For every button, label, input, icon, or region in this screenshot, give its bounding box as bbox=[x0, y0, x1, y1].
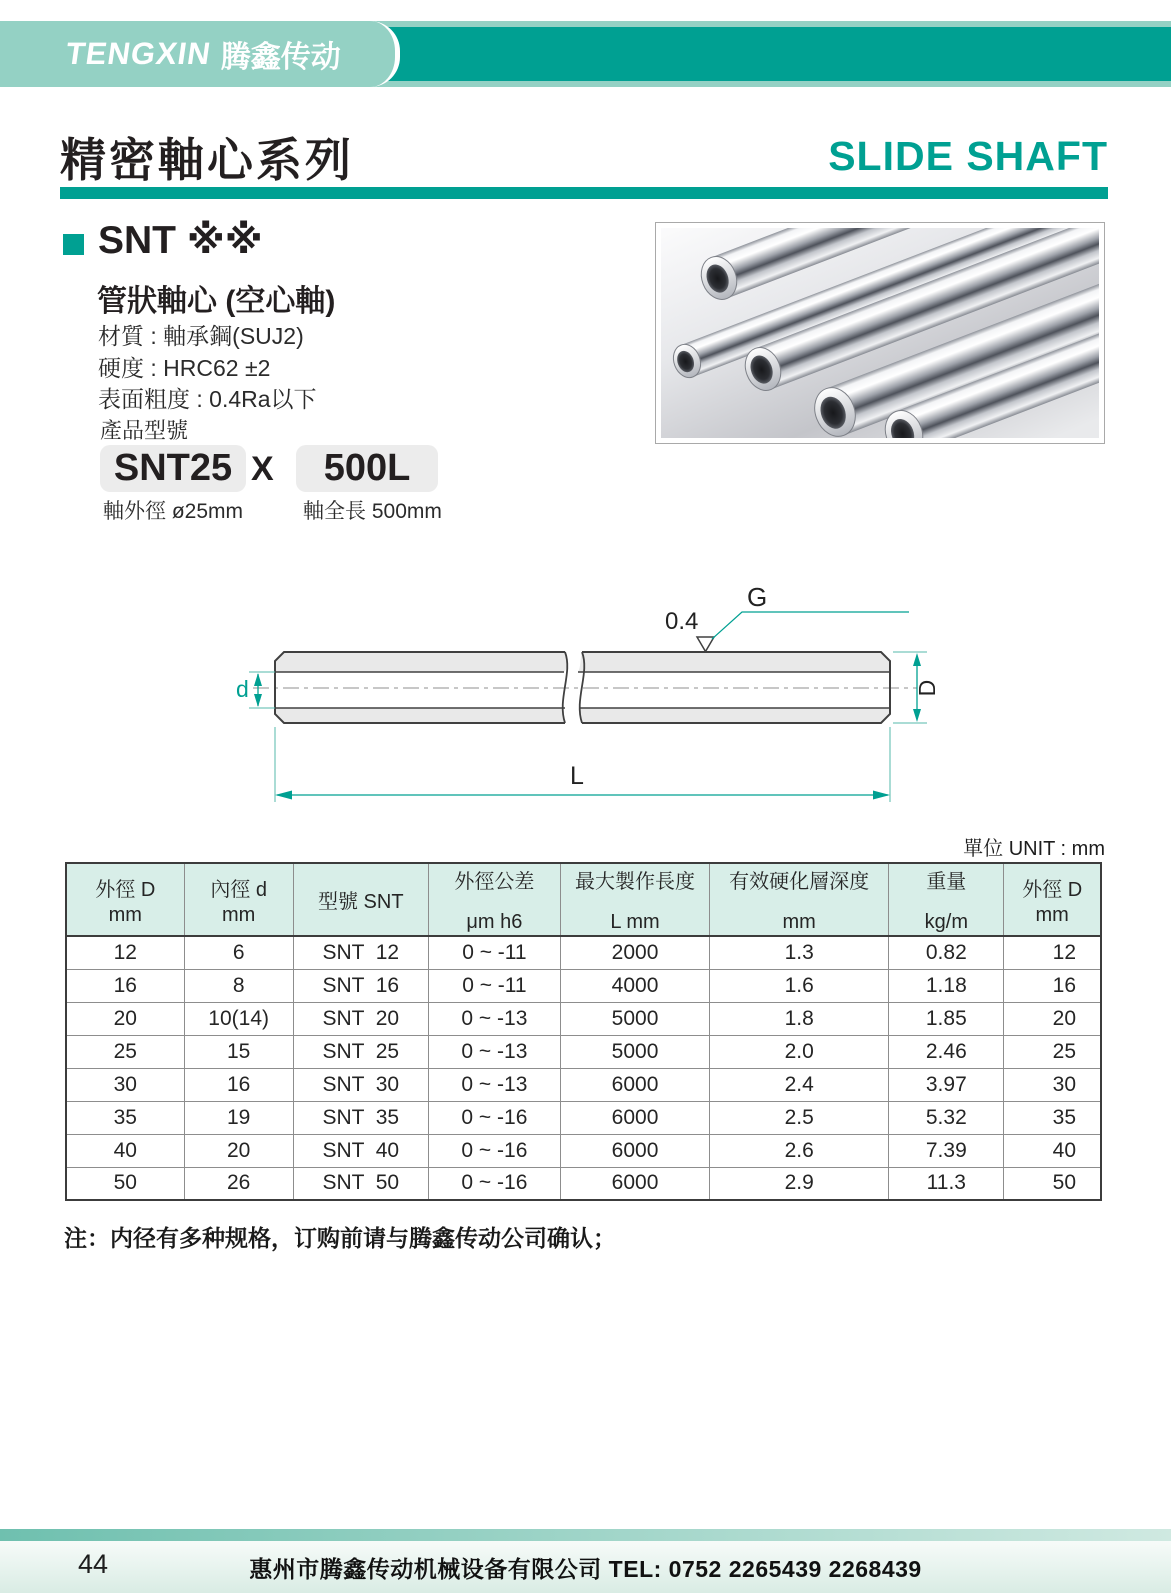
spec-table-header-col5: 最大製作長度 L mm bbox=[560, 863, 709, 936]
shaft-technical-drawing bbox=[225, 555, 965, 815]
table-cell: 40 bbox=[66, 1134, 184, 1167]
table-row bbox=[66, 1167, 1101, 1200]
table-row bbox=[66, 1002, 1101, 1035]
spec-table-header-col8: 外徑 D mm bbox=[1004, 863, 1101, 936]
table-row bbox=[66, 1101, 1101, 1134]
spec-table-header-col2: 內徑 d mm bbox=[184, 863, 293, 936]
page-number: 44 bbox=[78, 1549, 109, 1579]
table-cell: 25 bbox=[1004, 1035, 1101, 1068]
table-cell: 6000 bbox=[560, 1134, 709, 1167]
table-cell: SNT 25 bbox=[293, 1035, 428, 1068]
table-cell: 2.4 bbox=[710, 1068, 889, 1101]
dim-label-L: L bbox=[570, 762, 584, 790]
product-model-title: SNT ※※ bbox=[98, 219, 263, 262]
table-cell: 20 bbox=[184, 1134, 293, 1167]
table-cell: 15 bbox=[184, 1035, 293, 1068]
table-cell: 2.0 bbox=[710, 1035, 889, 1068]
table-cell: SNT 50 bbox=[293, 1167, 428, 1200]
table-cell: 1.3 bbox=[710, 936, 889, 969]
order-code-note-diameter: 軸外徑 ø25mm bbox=[103, 500, 244, 523]
table-cell: 26 bbox=[184, 1167, 293, 1200]
table-cell: 6000 bbox=[560, 1068, 709, 1101]
table-cell: 50 bbox=[1004, 1167, 1101, 1200]
table-cell: SNT 20 bbox=[293, 1002, 428, 1035]
table-row bbox=[66, 969, 1101, 1002]
table-row bbox=[66, 1134, 1101, 1167]
table-cell: SNT 30 bbox=[293, 1068, 428, 1101]
table-cell: 2.5 bbox=[710, 1101, 889, 1134]
table-cell: 0 ~ -11 bbox=[428, 969, 560, 1002]
table-cell: 6000 bbox=[560, 1101, 709, 1134]
page-title: 精密軸心系列 bbox=[60, 134, 354, 186]
dim-label-d: d bbox=[236, 676, 249, 702]
table-cell: 1.8 bbox=[710, 1002, 889, 1035]
table-cell: SNT 12 bbox=[293, 936, 428, 969]
table-cell: 5000 bbox=[560, 1002, 709, 1035]
spec-material: 材質 : 軸承鋼(SUJ2) bbox=[98, 323, 304, 349]
table-cell: 19 bbox=[184, 1101, 293, 1134]
table-cell: 5.32 bbox=[889, 1101, 1004, 1134]
table-cell: 8 bbox=[184, 969, 293, 1002]
table-cell: 25 bbox=[66, 1035, 184, 1068]
table-cell: 20 bbox=[1004, 1002, 1101, 1035]
product-name: 管狀軸心 (空心軸) bbox=[97, 285, 336, 318]
table-cell: 12 bbox=[1004, 936, 1101, 969]
table-cell: 2.6 bbox=[710, 1134, 889, 1167]
table-cell: 5000 bbox=[560, 1035, 709, 1068]
company-contact-line: 惠州市腾鑫传动机械设备有限公司 TEL: 0752 2265439 2268439 bbox=[249, 1556, 922, 1582]
table-cell: 0.82 bbox=[889, 936, 1004, 969]
spec-table-header-col1: 外徑 D mm bbox=[66, 863, 184, 936]
table-cell: 2.46 bbox=[889, 1035, 1004, 1068]
table-cell: 0 ~ -13 bbox=[428, 1068, 560, 1101]
table-cell: 2.9 bbox=[710, 1167, 889, 1200]
spec-roughness: 表面粗度 : 0.4Ra以下 bbox=[98, 386, 317, 412]
table-cell: 10(14) bbox=[184, 1002, 293, 1035]
table-footnote: 注：内径有多种规格，订购前请与腾鑫传动公司确认； bbox=[64, 1225, 616, 1251]
table-cell: 0 ~ -16 bbox=[428, 1167, 560, 1200]
spec-table-head bbox=[66, 863, 1101, 936]
page-title-english: SLIDE SHAFT bbox=[828, 133, 1108, 179]
footer-strip bbox=[0, 1529, 1171, 1541]
table-cell: 0 ~ -11 bbox=[428, 936, 560, 969]
roughness-value: 0.4 bbox=[665, 608, 699, 635]
table-cell: 20 bbox=[66, 1002, 184, 1035]
table-cell: 1.85 bbox=[889, 1002, 1004, 1035]
table-cell: 30 bbox=[1004, 1068, 1101, 1101]
table-row bbox=[66, 1035, 1101, 1068]
table-cell: 40 bbox=[1004, 1134, 1101, 1167]
table-cell: 0 ~ -13 bbox=[428, 1035, 560, 1068]
table-cell: 35 bbox=[1004, 1101, 1101, 1134]
order-code-box-length: 500L bbox=[296, 445, 438, 492]
dim-label-D: D bbox=[914, 679, 940, 697]
spec-table-header-col7: 重量 kg/m bbox=[889, 863, 1004, 936]
order-code-box-diameter: SNT25 bbox=[100, 445, 246, 492]
table-cell: 16 bbox=[184, 1068, 293, 1101]
table-cell: SNT 40 bbox=[293, 1134, 428, 1167]
table-cell: 7.39 bbox=[889, 1134, 1004, 1167]
table-cell: 16 bbox=[66, 969, 184, 1002]
table-cell: 50 bbox=[66, 1167, 184, 1200]
table-row bbox=[66, 1068, 1101, 1101]
table-cell: 35 bbox=[66, 1101, 184, 1134]
spec-table-body bbox=[66, 936, 1101, 1200]
spec-table-header-col3: 型號 SNT bbox=[293, 863, 428, 936]
spec-hardness: 硬度 : HRC62 ±2 bbox=[98, 355, 271, 381]
product-photo-frame bbox=[655, 222, 1105, 444]
table-cell: 4000 bbox=[560, 969, 709, 1002]
spec-table bbox=[65, 862, 1102, 1201]
table-cell: SNT 35 bbox=[293, 1101, 428, 1134]
table-cell: 0 ~ -16 bbox=[428, 1134, 560, 1167]
table-cell: SNT 16 bbox=[293, 969, 428, 1002]
order-code-separator: X bbox=[251, 450, 274, 488]
table-cell: 1.6 bbox=[710, 969, 889, 1002]
title-rule bbox=[60, 187, 1108, 199]
table-cell: 6000 bbox=[560, 1167, 709, 1200]
table-cell: 6 bbox=[184, 936, 293, 969]
table-cell: 11.3 bbox=[889, 1167, 1004, 1200]
grind-symbol-label: G bbox=[747, 582, 768, 612]
logo-en-text: TENGXIN bbox=[63, 36, 214, 71]
steel-tubes-image bbox=[661, 228, 1099, 438]
spec-table-header-col6: 有效硬化層深度 mm bbox=[710, 863, 889, 936]
table-cell: 12 bbox=[66, 936, 184, 969]
table-cell: 1.18 bbox=[889, 969, 1004, 1002]
table-cell: 30 bbox=[66, 1068, 184, 1101]
square-bullet-icon bbox=[63, 234, 84, 255]
table-cell: 2000 bbox=[560, 936, 709, 969]
table-row bbox=[66, 936, 1101, 969]
brand-logo-pill bbox=[0, 21, 400, 87]
table-cell: 3.97 bbox=[889, 1068, 1004, 1101]
spec-table-header-col4: 外徑公差 μm h6 bbox=[428, 863, 560, 936]
unit-note: 單位 UNIT : mm bbox=[963, 838, 1105, 860]
order-code-note-length: 軸全長 500mm bbox=[303, 500, 442, 523]
logo-cn-text: 腾鑫传动 bbox=[220, 41, 341, 74]
product-photo bbox=[661, 228, 1099, 438]
table-cell: 16 bbox=[1004, 969, 1101, 1002]
table-cell: 0 ~ -13 bbox=[428, 1002, 560, 1035]
order-code-label: 產品型號 bbox=[100, 418, 189, 443]
table-cell: 0 ~ -16 bbox=[428, 1101, 560, 1134]
